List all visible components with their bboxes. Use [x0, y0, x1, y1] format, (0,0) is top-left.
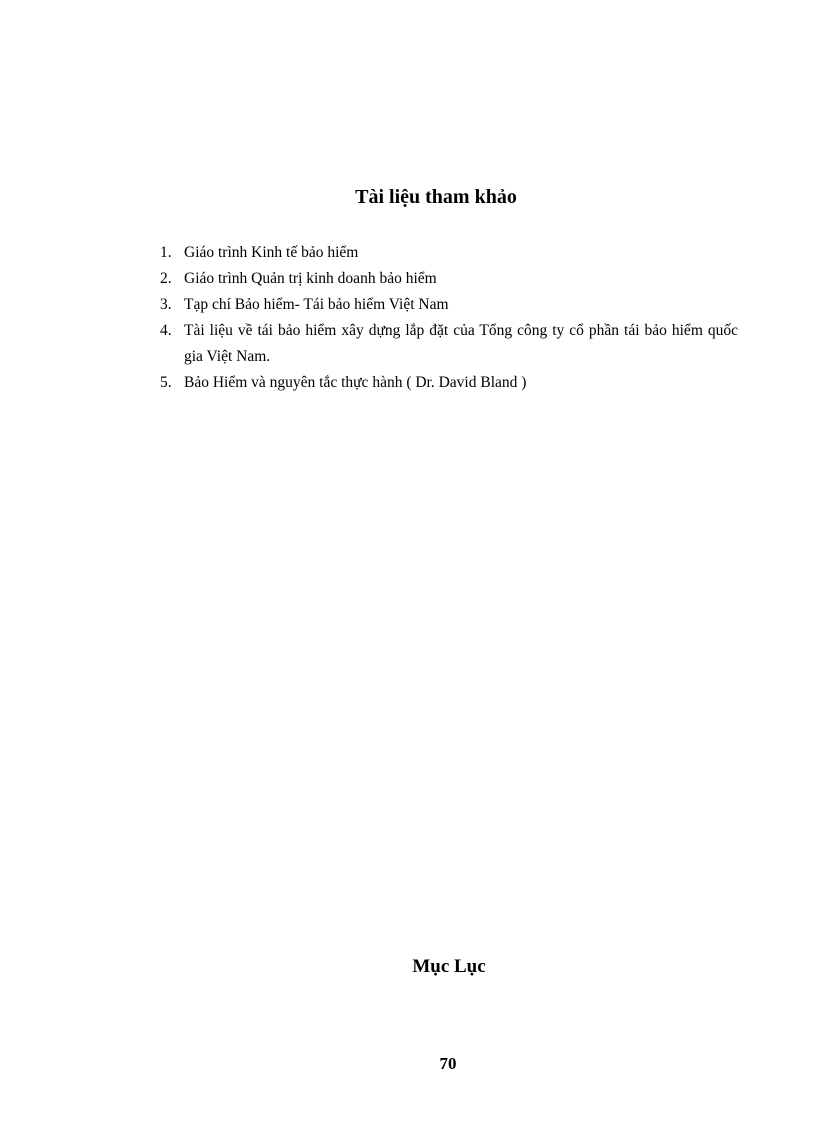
page-title: Tài liệu tham khảo	[355, 186, 517, 208]
list-item	[160, 370, 738, 396]
list-item-text: Giáo trình Quản trị kinh doanh bảo hiểm	[184, 270, 437, 287]
list-item	[160, 292, 738, 318]
list-item-number: 1.	[160, 244, 172, 261]
reference-list	[160, 240, 738, 396]
list-item-number: 4.	[160, 322, 172, 339]
list-item-text: Bảo Hiểm và nguyên tắc thực hành ( Dr. David Bland )	[184, 374, 527, 391]
list-item	[160, 318, 738, 370]
toc-heading: Mục Lục	[412, 956, 486, 977]
list-item-number: 5.	[160, 374, 172, 391]
list-item-text: Tạp chí Bảo hiểm- Tái bảo hiểm Việt Nam	[184, 296, 449, 313]
list-item	[160, 266, 738, 292]
list-item-number: 2.	[160, 270, 172, 287]
list-item-text: Giáo trình Kinh tế bảo hiểm	[184, 244, 359, 261]
list-item-text: Tài liệu về tái bảo hiểm xây dựng lắp đặt của Tổng công ty cổ phần tái bảo hiểm quốc gia Việt Nam.	[184, 322, 738, 365]
page-number: 70	[439, 1054, 457, 1073]
list-item	[160, 240, 738, 266]
list-item-number: 3.	[160, 296, 172, 313]
